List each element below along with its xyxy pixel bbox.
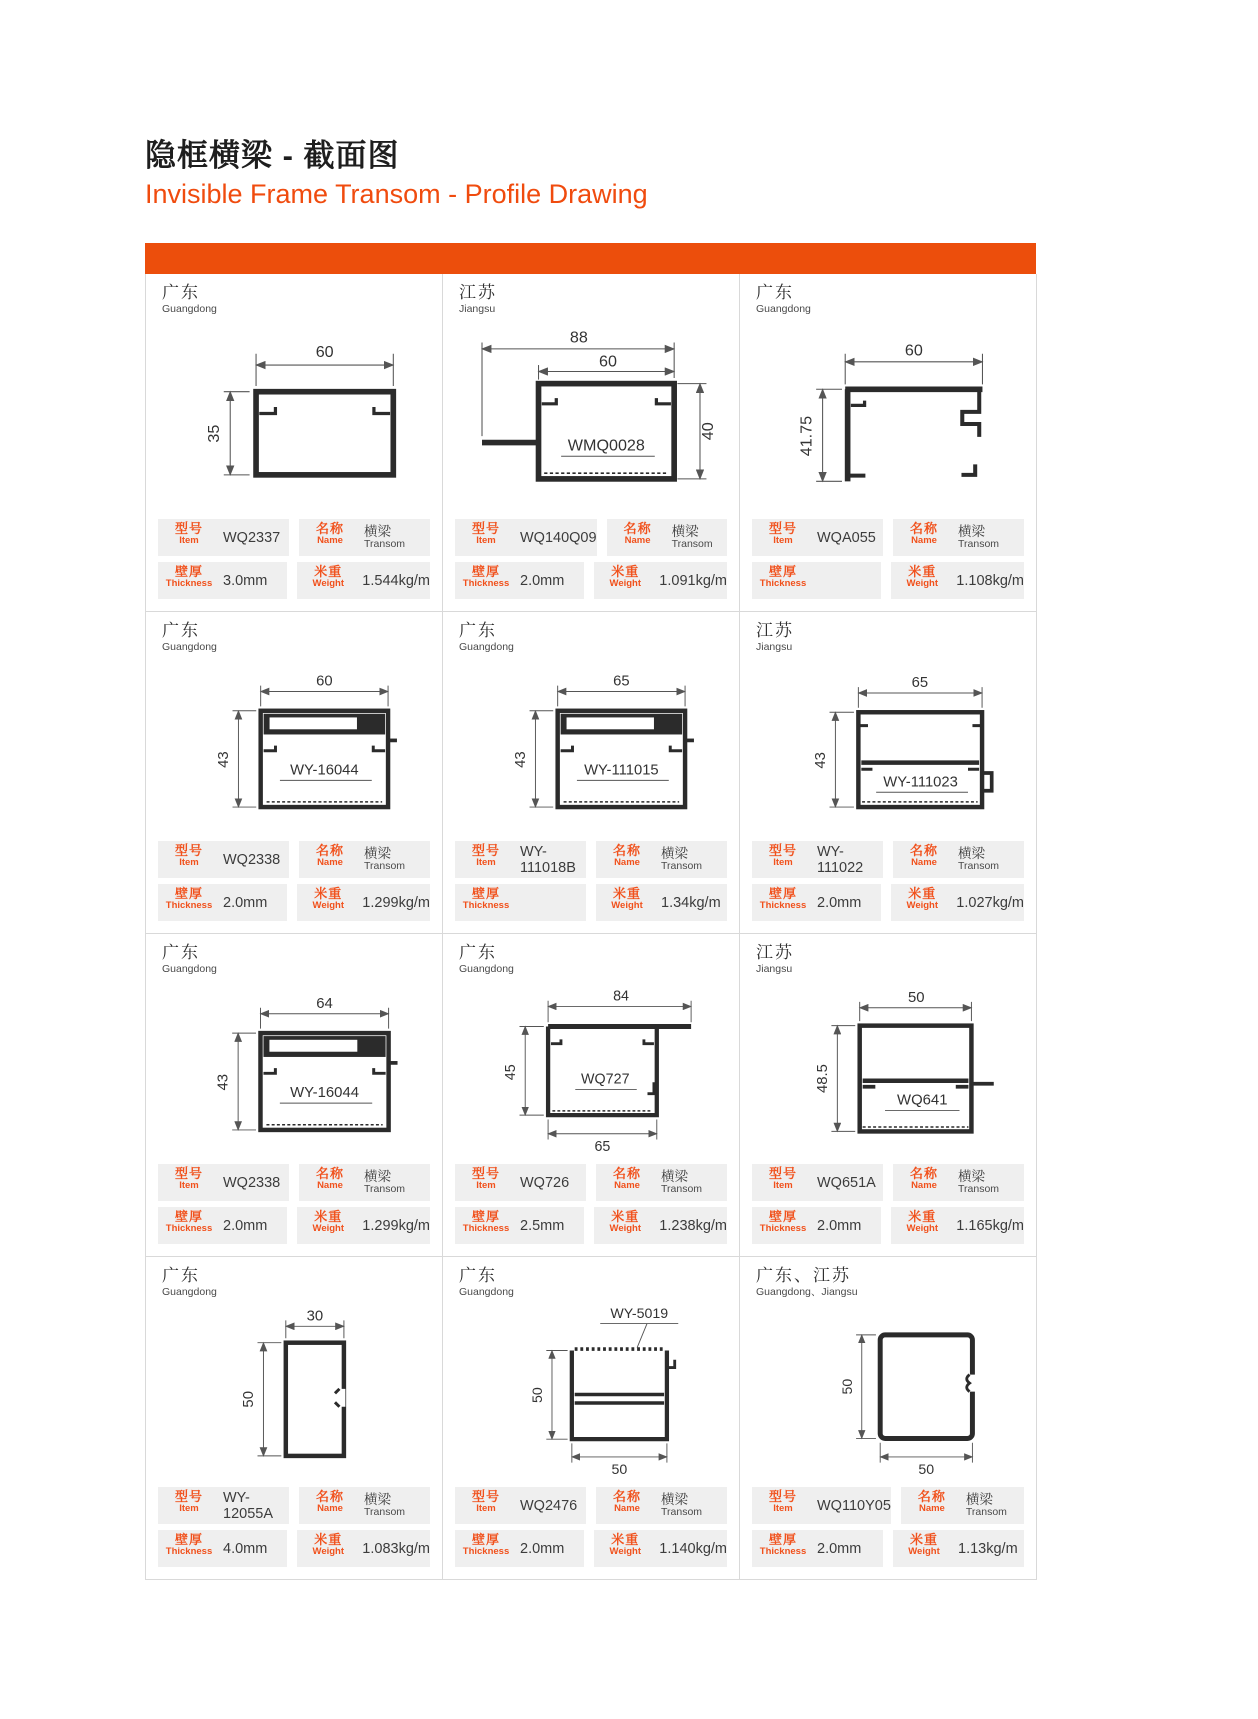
- thickness-value: [814, 562, 881, 599]
- item-label: 型号 Item: [471, 1489, 500, 1514]
- weight-label: 米重 Weight: [312, 886, 345, 911]
- weight-value: 1.091kg/m: [659, 572, 727, 589]
- page-title-cn: 隐框横梁 - 截面图: [145, 138, 400, 173]
- weight-label: 米重 Weight: [611, 886, 643, 911]
- name-value: 横梁 Transom: [661, 845, 703, 873]
- item-label: 型号 Item: [174, 1489, 203, 1514]
- name-label: 名称 Name: [623, 521, 652, 546]
- item-value: WQ726: [520, 1174, 570, 1191]
- profile-drawing: [158, 653, 430, 831]
- dim-top: 65: [613, 673, 630, 690]
- profile-cell-wq2337: [145, 274, 442, 612]
- name-value: 横梁 Transom: [965, 1491, 1007, 1519]
- weight-value: 1.108kg/m: [956, 572, 1024, 589]
- dim-top: 64: [316, 996, 333, 1013]
- name-value: 横梁 Transom: [671, 523, 713, 551]
- region-label: 广东 Guangdong: [459, 1266, 514, 1298]
- thickness-label: 壁厚 Thickness: [462, 886, 510, 911]
- profile-svg: [754, 1298, 1022, 1477]
- profile-svg: [160, 653, 428, 831]
- dim-bottom: 65: [594, 1139, 611, 1154]
- profile-drawing: [158, 975, 430, 1154]
- item-label: 型号 Item: [768, 843, 797, 868]
- profile-drawing: [455, 653, 727, 831]
- item-label: 型号 Item: [768, 1166, 797, 1191]
- profile-cell-wq2338-b: [145, 934, 442, 1257]
- region-label: 广东 Guangdong: [162, 943, 217, 975]
- dim-left: 43: [216, 751, 233, 769]
- profile-label: WY-111015: [584, 762, 659, 779]
- weight-value: 1.34kg/m: [661, 894, 721, 911]
- dim-top: 60: [904, 341, 923, 360]
- thickness-label: 壁厚 Thickness: [165, 1532, 213, 1557]
- region-label: 江苏 Jiangsu: [459, 283, 497, 315]
- profile-grid: [145, 274, 1037, 1580]
- item-value: WY-111022: [817, 843, 864, 876]
- profile-cell-wq651a: [739, 934, 1036, 1257]
- profile-svg: [457, 975, 725, 1154]
- name-value: 横梁 Transom: [661, 1491, 703, 1519]
- weight-label: 米重 Weight: [906, 886, 939, 911]
- item-value: WQ2338: [223, 851, 281, 868]
- dim-left: 43: [513, 751, 530, 769]
- name-value: 横梁 Transom: [364, 1168, 406, 1196]
- weight-value: 1.299kg/m: [362, 1217, 430, 1234]
- thickness-value: 2.0mm: [817, 894, 862, 911]
- weight-value: 1.083kg/m: [362, 1540, 430, 1557]
- thickness-label: 壁厚 Thickness: [462, 1209, 510, 1234]
- profile-cell-wq2338-a: [145, 612, 442, 934]
- dim-left: 50: [839, 1379, 856, 1395]
- profile-drawing: [455, 975, 727, 1154]
- thickness-label: 壁厚 Thickness: [462, 564, 510, 589]
- spec-table: [752, 1481, 1024, 1567]
- dim-top: 60: [315, 343, 334, 362]
- item-value: WQ140Q09: [520, 529, 597, 546]
- region-label: 广东 Guangdong: [162, 283, 217, 315]
- item-label: 型号 Item: [471, 1166, 500, 1191]
- name-label: 名称 Name: [315, 1489, 344, 1514]
- item-label: 型号 Item: [768, 1489, 797, 1514]
- region-label: 广东 Guangdong: [162, 621, 217, 653]
- name-label: 名称 Name: [315, 843, 344, 868]
- item-label: 型号 Item: [768, 521, 797, 546]
- region-label: 江苏 Jiangsu: [756, 621, 794, 653]
- dim-right: 40: [698, 422, 717, 441]
- weight-value: 1.544kg/m: [362, 572, 430, 589]
- name-label: 名称 Name: [909, 521, 938, 546]
- spec-table: [455, 835, 727, 921]
- profile-cell-wy111022: [739, 612, 1036, 934]
- profile-cell-wy12055a: [145, 1257, 442, 1580]
- weight-value: 1.13kg/m: [958, 1540, 1018, 1557]
- profile-cell-wq726: [442, 934, 739, 1257]
- item-label: 型号 Item: [174, 521, 203, 546]
- item-value: WQA055: [817, 529, 876, 546]
- weight-label: 米重 Weight: [312, 564, 345, 589]
- name-value: 横梁 Transom: [958, 1168, 1000, 1196]
- thickness-value: 2.0mm: [520, 1540, 565, 1557]
- profile-drawing: [752, 315, 1024, 509]
- section-bar: [145, 243, 1036, 274]
- profile-drawing: [752, 653, 1024, 831]
- profile-svg: [457, 653, 725, 831]
- profile-svg: [160, 315, 428, 509]
- profile-label: WQ641: [897, 1092, 948, 1109]
- name-label: 名称 Name: [612, 1166, 641, 1191]
- name-label: 名称 Name: [612, 1489, 641, 1514]
- thickness-value: 2.0mm: [223, 894, 268, 911]
- name-label: 名称 Name: [909, 1166, 938, 1191]
- thickness-value: 2.0mm: [520, 572, 565, 589]
- thickness-value: 2.0mm: [223, 1217, 268, 1234]
- profile-svg: [160, 1298, 428, 1477]
- region-label: 广东 Guangdong: [162, 1266, 217, 1298]
- profile-drawing: [752, 1298, 1024, 1477]
- thickness-value: 2.5mm: [520, 1217, 565, 1234]
- page-title-en: Invisible Frame Transom - Profile Drawing: [145, 179, 648, 209]
- profile-cell-wq2476: [442, 1257, 739, 1580]
- profile-drawing: [158, 1298, 430, 1477]
- weight-value: 1.299kg/m: [362, 894, 430, 911]
- profile-drawing: [158, 315, 430, 509]
- thickness-value: 2.0mm: [817, 1540, 862, 1557]
- dim-top: 84: [613, 988, 629, 1005]
- dim-top: 50: [908, 990, 925, 1007]
- dim-top2: 60: [598, 352, 617, 371]
- weight-label: 米重 Weight: [609, 1532, 642, 1557]
- item-label: 型号 Item: [471, 521, 500, 546]
- dim-top: 65: [911, 675, 929, 692]
- profile-cell-wqa055: [739, 274, 1036, 612]
- spec-table: [455, 1481, 727, 1567]
- name-label: 名称 Name: [917, 1489, 946, 1514]
- thickness-label: 壁厚 Thickness: [165, 564, 213, 589]
- profile-svg: [754, 653, 1022, 831]
- profile-cell-wy111018b: [442, 612, 739, 934]
- profile-svg: [754, 315, 1022, 509]
- dim-left: 41.75: [797, 416, 816, 457]
- item-label: 型号 Item: [174, 1166, 203, 1191]
- item-value: WQ2338: [223, 1174, 281, 1191]
- profile-label: WY-5019: [610, 1306, 669, 1323]
- profile-label: WY-16044: [290, 1085, 360, 1102]
- thickness-value: 2.0mm: [817, 1217, 862, 1234]
- spec-table: [158, 513, 430, 599]
- dim-left: 35: [204, 424, 223, 443]
- weight-label: 米重 Weight: [609, 564, 642, 589]
- dim-left: 43: [215, 1074, 232, 1091]
- name-label: 名称 Name: [909, 843, 938, 868]
- thickness-value: 4.0mm: [223, 1540, 268, 1557]
- item-value: WQ2337: [223, 529, 281, 546]
- weight-label: 米重 Weight: [312, 1532, 345, 1557]
- weight-value: 1.165kg/m: [956, 1217, 1024, 1234]
- region-label: 广东 Guangdong: [459, 621, 514, 653]
- profile-label: WQ727: [581, 1071, 630, 1088]
- region-label: 广东、江苏 Guangdong、Jiangsu: [756, 1266, 858, 1298]
- weight-value: 1.027kg/m: [956, 894, 1024, 911]
- region-label: 广东 Guangdong: [459, 943, 514, 975]
- profile-drawing: [455, 315, 727, 509]
- dim-bottom: 50: [611, 1462, 628, 1477]
- profile-svg: [457, 1298, 725, 1477]
- profile-label: WMQ0028: [567, 436, 645, 455]
- name-label: 名称 Name: [315, 1166, 344, 1191]
- name-value: 横梁 Transom: [364, 523, 406, 551]
- thickness-label: 壁厚 Thickness: [759, 1209, 807, 1234]
- thickness-label: 壁厚 Thickness: [165, 1209, 213, 1234]
- dim-top: 60: [316, 673, 333, 690]
- thickness-label: 壁厚 Thickness: [462, 1532, 510, 1557]
- region-label: 广东 Guangdong: [756, 283, 811, 315]
- dim-left: 45: [503, 1064, 520, 1081]
- profile-label: WY-16044: [290, 762, 359, 779]
- name-value: 横梁 Transom: [661, 1168, 703, 1196]
- spec-table: [455, 513, 727, 599]
- name-label: 名称 Name: [612, 843, 641, 868]
- thickness-label: 壁厚 Thickness: [759, 564, 807, 589]
- dim-left: 50: [530, 1387, 547, 1404]
- spec-table: [158, 835, 430, 921]
- profile-svg: [457, 315, 725, 509]
- thickness-label: 壁厚 Thickness: [759, 1532, 807, 1557]
- dim-left: 50: [241, 1391, 258, 1408]
- weight-label: 米重 Weight: [906, 1209, 939, 1234]
- name-value: 横梁 Transom: [958, 523, 1000, 551]
- item-value: WY-12055A: [223, 1489, 273, 1522]
- region-label: 江苏 Jiangsu: [756, 943, 794, 975]
- weight-label: 米重 Weight: [609, 1209, 642, 1234]
- spec-table: [158, 1158, 430, 1244]
- dim-left: 43: [813, 752, 830, 769]
- thickness-label: 壁厚 Thickness: [165, 886, 213, 911]
- name-value: 横梁 Transom: [958, 845, 1000, 873]
- spec-table: [752, 835, 1024, 921]
- item-value: WQ110Y05: [817, 1497, 891, 1514]
- dim-left: 48.5: [814, 1064, 831, 1094]
- spec-table: [752, 513, 1024, 599]
- thickness-label: 壁厚 Thickness: [759, 886, 807, 911]
- page-title: [145, 130, 648, 210]
- weight-label: 米重 Weight: [908, 1532, 940, 1557]
- name-value: 横梁 Transom: [364, 1491, 406, 1519]
- item-label: 型号 Item: [174, 843, 203, 868]
- profile-drawing: [752, 975, 1024, 1154]
- dim-top: 30: [306, 1308, 324, 1325]
- name-label: 名称 Name: [315, 521, 344, 546]
- weight-value: 1.238kg/m: [659, 1217, 727, 1234]
- weight-label: 米重 Weight: [312, 1209, 345, 1234]
- item-value: WQ2476: [520, 1497, 578, 1514]
- weight-value: 1.140kg/m: [659, 1540, 727, 1557]
- profile-drawing: [455, 1298, 727, 1477]
- profile-cell-wq110y05: [739, 1257, 1036, 1580]
- profile-svg: [160, 975, 428, 1154]
- dim-top: 88: [569, 328, 588, 347]
- spec-table: [752, 1158, 1024, 1244]
- item-value: WQ651A: [817, 1174, 876, 1191]
- profile-label: WY-111023: [883, 774, 958, 791]
- name-value: 横梁 Transom: [364, 845, 406, 873]
- dim-bottom: 50: [918, 1462, 935, 1477]
- item-value: WY-111018B: [520, 843, 576, 876]
- spec-table: [455, 1158, 727, 1244]
- weight-label: 米重 Weight: [906, 564, 939, 589]
- profile-svg: [754, 975, 1022, 1154]
- thickness-value: 3.0mm: [223, 572, 268, 589]
- item-label: 型号 Item: [471, 843, 500, 868]
- profile-cell-wq140q09: [442, 274, 739, 612]
- thickness-value: [517, 884, 586, 921]
- spec-table: [158, 1481, 430, 1567]
